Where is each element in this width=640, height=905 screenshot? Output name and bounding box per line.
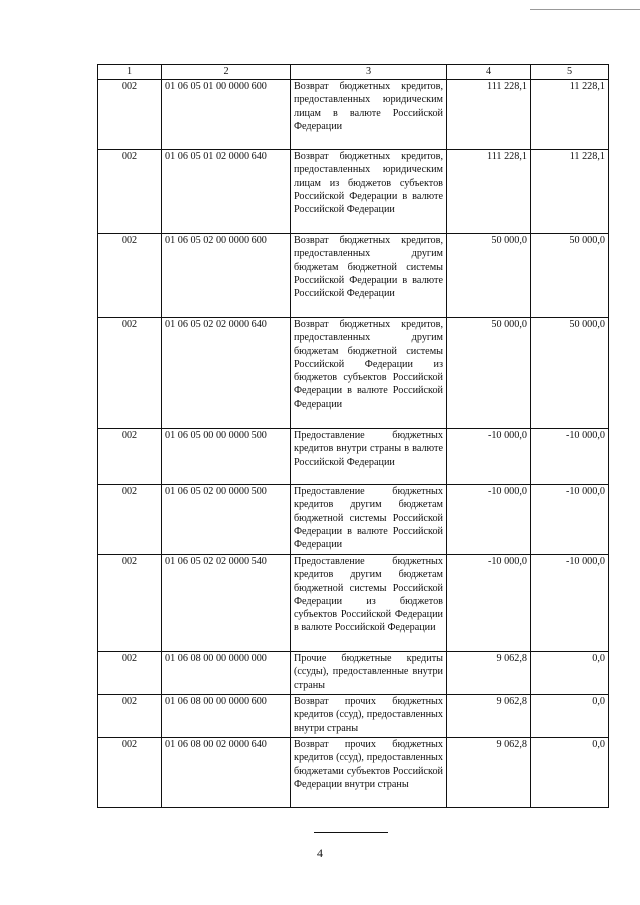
budget-classification-code-cell: 01 06 08 00 00 0000 000: [162, 652, 291, 695]
amount-column-4-cell: 9 062,8: [447, 738, 531, 808]
budget-classification-code-cell: 01 06 08 00 00 0000 600: [162, 695, 291, 738]
table-row: [98, 695, 609, 738]
amount-column-4-cell: 50 000,0: [447, 318, 531, 429]
amount-column-4-cell: -10 000,0: [447, 429, 531, 485]
budget-classification-code-cell: 01 06 08 00 02 0000 640: [162, 738, 291, 808]
column-4-header: 4: [447, 65, 531, 80]
source-name-cell: Возврат бюджетных кредитов, предоставленных юридическим лицам из бюджетов субъектов Российской Федерации в валюте Российской Федерации: [291, 150, 447, 234]
admin-code-cell: 002: [98, 429, 162, 485]
amount-column-4-cell: 50 000,0: [447, 234, 531, 318]
admin-code-cell: 002: [98, 150, 162, 234]
table-row: [98, 738, 609, 808]
table-row: [98, 80, 609, 150]
table-row: [98, 652, 609, 695]
column-5-header: 5: [531, 65, 609, 80]
column-3-header: 3: [291, 65, 447, 80]
source-name-cell: Возврат бюджетных кредитов, предоставленных другим бюджетам бюджетной системы Российской Федерации в валюте Российской Федерации: [291, 234, 447, 318]
source-name-cell: Возврат прочих бюджетных кредитов (ссуд), предоставленных внутри страны: [291, 695, 447, 738]
source-name-cell: Возврат прочих бюджетных кредитов (ссуд), предоставленных бюджетами субъектов Российской Федерации внутри страны: [291, 738, 447, 808]
amount-column-5-cell: 0,0: [531, 738, 609, 808]
amount-column-4-cell: 9 062,8: [447, 652, 531, 695]
amount-column-5-cell: 50 000,0: [531, 318, 609, 429]
admin-code-cell: 002: [98, 318, 162, 429]
budget-classification-code-cell: 01 06 05 02 02 0000 540: [162, 555, 291, 652]
source-name-cell: Прочие бюджетные кредиты (ссуды), предоставленные внутри страны: [291, 652, 447, 695]
table-row: [98, 429, 609, 485]
budget-classification-code-cell: 01 06 05 01 02 0000 640: [162, 150, 291, 234]
table-row: [98, 485, 609, 555]
admin-code-cell: 002: [98, 80, 162, 150]
admin-code-cell: 002: [98, 652, 162, 695]
budget-classification-code-cell: 01 06 05 01 00 0000 600: [162, 80, 291, 150]
admin-code-cell: 002: [98, 555, 162, 652]
budget-classification-code-cell: 01 06 05 02 02 0000 640: [162, 318, 291, 429]
amount-column-5-cell: 50 000,0: [531, 234, 609, 318]
table-row: [98, 555, 609, 652]
page-number: 4: [317, 846, 323, 860]
amount-column-5-cell: -10 000,0: [531, 485, 609, 555]
table-row: [98, 150, 609, 234]
budget-classification-code-cell: 01 06 05 02 00 0000 500: [162, 485, 291, 555]
column-number-row: [98, 65, 609, 80]
amount-column-5-cell: 0,0: [531, 695, 609, 738]
amount-column-5-cell: -10 000,0: [531, 555, 609, 652]
admin-code-cell: 002: [98, 485, 162, 555]
corner-rule: [530, 9, 640, 10]
amount-column-4-cell: 111 228,1: [447, 80, 531, 150]
source-name-cell: Предоставление бюджетных кредитов другим бюджетам бюджетной системы Российской Федерации в валюте Российской Федерации: [291, 485, 447, 555]
amount-column-4-cell: 9 062,8: [447, 695, 531, 738]
table-row: [98, 234, 609, 318]
column-1-header: 1: [98, 65, 162, 80]
admin-code-cell: 002: [98, 695, 162, 738]
admin-code-cell: 002: [98, 738, 162, 808]
budget-sources-table: [97, 64, 609, 808]
budget-classification-code-cell: 01 06 05 00 00 0000 500: [162, 429, 291, 485]
column-2-header: 2: [162, 65, 291, 80]
admin-code-cell: 002: [98, 234, 162, 318]
amount-column-4-cell: 111 228,1: [447, 150, 531, 234]
budget-classification-code-cell: 01 06 05 02 00 0000 600: [162, 234, 291, 318]
table-row: [98, 318, 609, 429]
source-name-cell: Предоставление бюджетных кредитов другим бюджетам бюджетной системы Российской Федерации из бюджетов субъектов Российской Федерации в валюте Российской Федерации: [291, 555, 447, 652]
source-name-cell: Возврат бюджетных кредитов, предоставленных юридическим лицам в валюте Российской Федерации: [291, 80, 447, 150]
footer-rule: [314, 832, 388, 833]
source-name-cell: Предоставление бюджетных кредитов внутри страны в валюте Российской Федерации: [291, 429, 447, 485]
amount-column-5-cell: 11 228,1: [531, 150, 609, 234]
amount-column-5-cell: 11 228,1: [531, 80, 609, 150]
source-name-cell: Возврат бюджетных кредитов, предоставленных другим бюджетам бюджетной системы Российской Федерации из бюджетов субъектов Российской Федерации в валюте Российской Федерации: [291, 318, 447, 429]
amount-column-5-cell: -10 000,0: [531, 429, 609, 485]
amount-column-4-cell: -10 000,0: [447, 485, 531, 555]
amount-column-5-cell: 0,0: [531, 652, 609, 695]
amount-column-4-cell: -10 000,0: [447, 555, 531, 652]
